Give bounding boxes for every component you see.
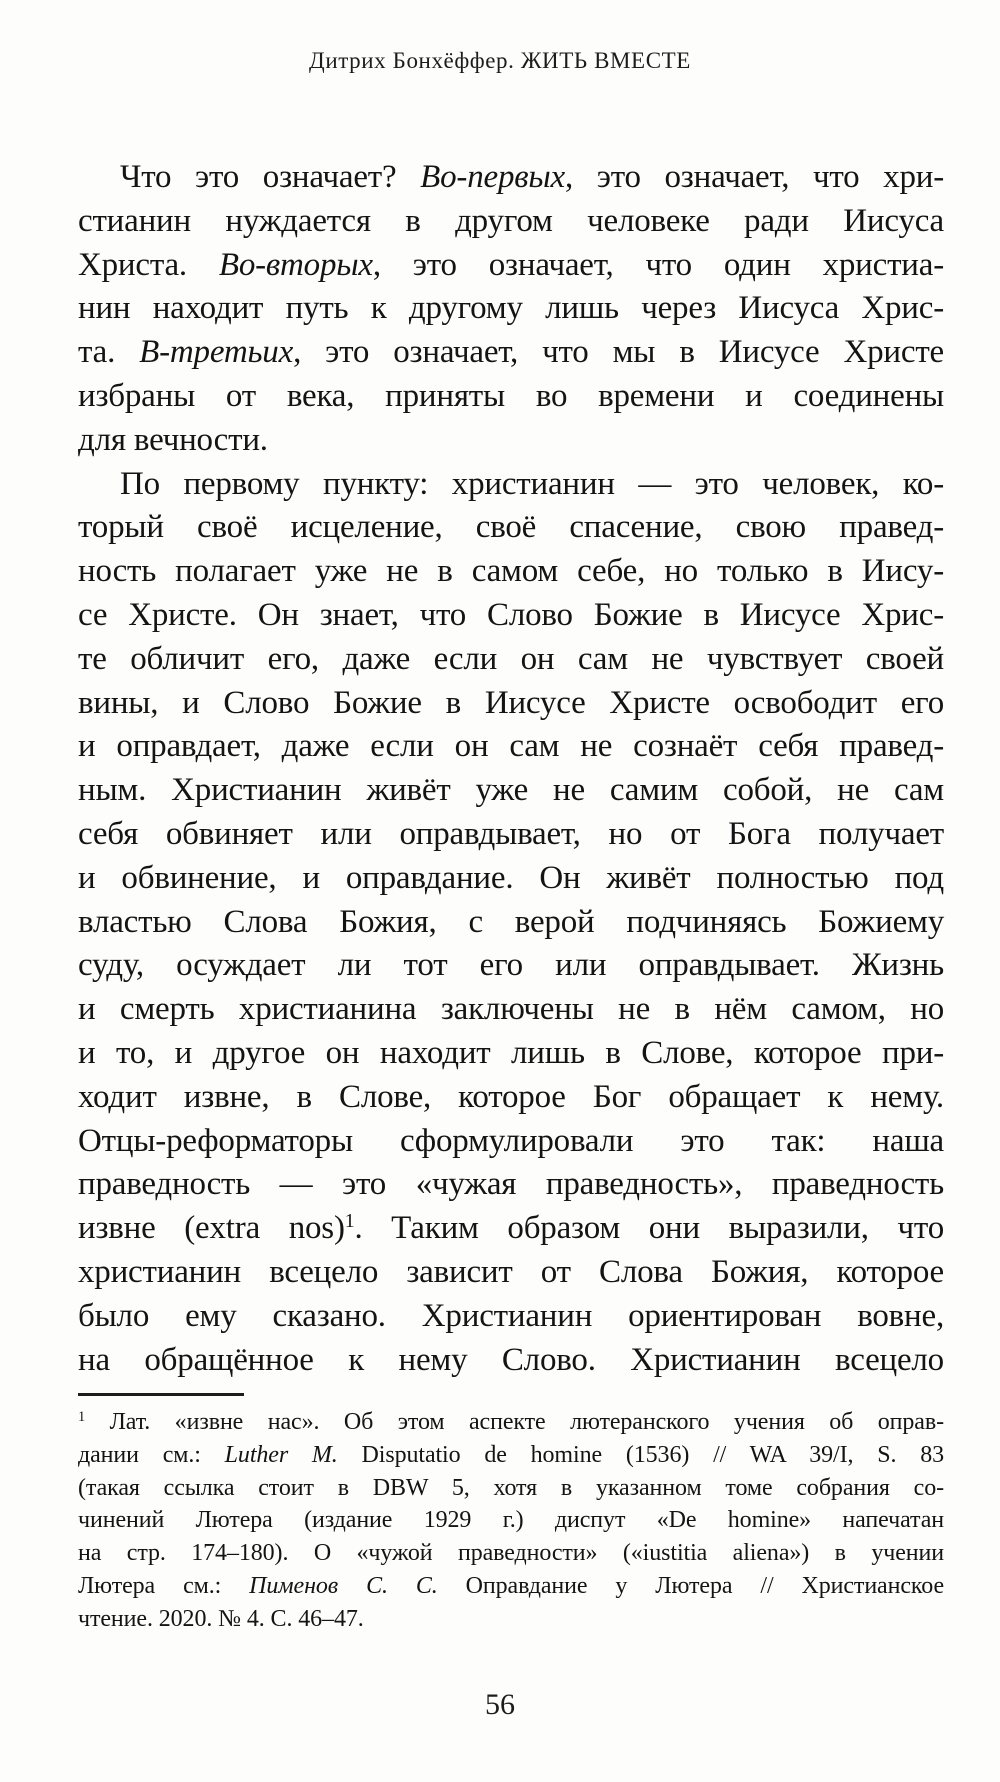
text-segment: чинений Лютера (издание 1929 г.) диспут «De homine» напечатан <box>78 1507 944 1534</box>
text-segment: дании см.: <box>78 1441 225 1468</box>
body-text-line <box>78 200 944 244</box>
body-text-line <box>78 1295 944 1339</box>
text-segment: вины, и Слово Божие в Иисусе Христе освободит его <box>78 684 944 721</box>
text-segment: та. <box>78 334 140 371</box>
body-text-line <box>78 857 944 901</box>
text-segment: и то, и другое он находит лишь в Слове, которое при- <box>78 1034 944 1071</box>
body-text-line <box>78 1120 944 1164</box>
body-text-line <box>78 1339 944 1383</box>
text-segment: было ему сказано. Христианин ориентирован вовне, <box>78 1297 944 1334</box>
text-segment: избраны от века, приняты во времени и соединены <box>78 377 944 414</box>
body-text-line <box>78 331 944 375</box>
text-segment: Что это означает? <box>120 159 421 195</box>
footnote <box>78 1406 944 1636</box>
text-segment: властью Слова Божия, с верой подчиняясь Божиему <box>78 903 944 940</box>
text-segment: извне (extra nos) <box>78 1210 345 1247</box>
footnote-line <box>78 1439 944 1472</box>
italic-text-segment: Пименов С. С. <box>249 1572 438 1599</box>
body-text-line <box>78 550 944 594</box>
body-text-line <box>78 769 944 813</box>
body-text-line <box>78 287 944 331</box>
running-header: Дитрих Бонхёффер. ЖИТЬ ВМЕСТЕ <box>309 48 691 73</box>
text-segment: и обвинение, и оправдание. Он живёт полностью под <box>78 859 944 896</box>
body-text <box>78 156 944 1382</box>
text-segment: ным. Христианин живёт уже не самим собой, не сам <box>78 772 944 809</box>
body-text-line <box>78 944 944 988</box>
text-segment: торый своё исцеление, своё спасение, свою правед- <box>78 509 944 546</box>
body-text-line <box>78 1207 944 1251</box>
text-segment: нин находит путь к другому лишь через Иисуса Хрис- <box>78 290 944 327</box>
page-number: 56 <box>485 1688 515 1721</box>
text-segment: ность полагает уже не в самом себе, но только в Иису- <box>78 553 944 590</box>
body-text-line <box>78 725 944 769</box>
paragraph <box>78 156 944 463</box>
body-text-line <box>78 1163 944 1207</box>
text-segment: (такая ссылка стоит в DBW 5, хотя в указанном томе собрания со- <box>78 1474 944 1501</box>
body-text-line <box>78 156 944 200</box>
footnote-line <box>78 1406 944 1439</box>
body-text-line <box>78 419 944 463</box>
body-text-line <box>78 682 944 726</box>
text-segment: христианин всецело зависит от Слова Божия, которое <box>78 1253 944 1290</box>
footnote-line <box>78 1472 944 1505</box>
italic-text-segment: В-третьих <box>139 334 294 371</box>
body-text-line <box>78 988 944 1032</box>
footnote-marker: 1 <box>78 1409 86 1426</box>
italic-text-segment: Во-первых <box>420 159 565 195</box>
text-segment: и оправдает, даже если он сам не сознаёт себя правед- <box>78 728 944 765</box>
text-segment: . Таким образом они выразили, что <box>354 1210 944 1247</box>
footnote-marker: 1 <box>344 1210 355 1233</box>
text-segment: для вечности. <box>78 421 268 458</box>
text-segment: себя обвиняет или оправдывает, но от Бога получает <box>78 815 944 852</box>
text-segment: , это означает, что один христиа- <box>372 246 944 283</box>
text-segment: и смерть христианина заключены не в нём самом, но <box>78 991 944 1028</box>
body-text-line <box>78 638 944 682</box>
body-text-line <box>78 375 944 419</box>
body-text-line <box>78 594 944 638</box>
text-segment: праведность — это «чужая праведность», праведность <box>78 1166 944 1203</box>
footnote-separator <box>78 1393 244 1396</box>
text-segment: стианин нуждается в другом человеке ради Иисуса <box>78 202 944 239</box>
text-segment: По первому пункту: христианин — это человек, ко- <box>120 465 944 502</box>
text-segment: на стр. 174–180). О «чужой праведности» («iustitia aliena») в учении <box>78 1540 944 1567</box>
text-segment: Отцы-реформаторы сформулировали это так: наша <box>78 1122 944 1159</box>
italic-text-segment: Во-вторых <box>218 246 373 283</box>
footnote-line <box>78 1537 944 1570</box>
text-segment: се Христе. Он знает, что Слово Божие в Иисусе Хрис- <box>78 596 944 633</box>
text-segment: , это означает, что хри- <box>564 159 944 195</box>
body-text-line <box>78 1032 944 1076</box>
text-segment: Лат. «извне нас». Об этом аспекте лютеранского учения об оправ- <box>85 1409 944 1435</box>
paragraph <box>78 463 944 1383</box>
footnote-line <box>78 1570 944 1603</box>
text-segment: Оправдание у Лютера // Христианское <box>437 1572 944 1599</box>
footnote-line <box>78 1603 944 1636</box>
text-segment: Disputatio de homine (1536) // WA 39/I, S. 83 <box>337 1441 944 1468</box>
text-segment: суду, осуждает ли тот его или оправдывает. Жизнь <box>78 947 944 984</box>
text-segment: те обличит его, даже если он сам не чувствует своей <box>78 640 944 677</box>
body-text-line <box>78 813 944 857</box>
body-text-line <box>78 244 944 288</box>
body-text-line <box>78 463 944 507</box>
text-segment: чтение. 2020. № 4. С. 46–47. <box>78 1605 364 1632</box>
body-text-line <box>78 506 944 550</box>
body-text-line <box>78 901 944 945</box>
body-text-line <box>78 1076 944 1120</box>
text-segment: Лютера см.: <box>78 1572 250 1599</box>
text-segment: ходит извне, в Слове, которое Бог обращает к нему. <box>78 1078 944 1115</box>
text-segment: на обращённое к нему Слово. Христианин всецело <box>78 1341 944 1378</box>
text-segment: Христа. <box>78 246 219 283</box>
italic-text-segment: Luther M. <box>224 1441 338 1468</box>
body-text-line <box>78 1251 944 1295</box>
text-segment: , это означает, что мы в Иисусе Христе <box>293 334 945 371</box>
footnote-line <box>78 1504 944 1537</box>
